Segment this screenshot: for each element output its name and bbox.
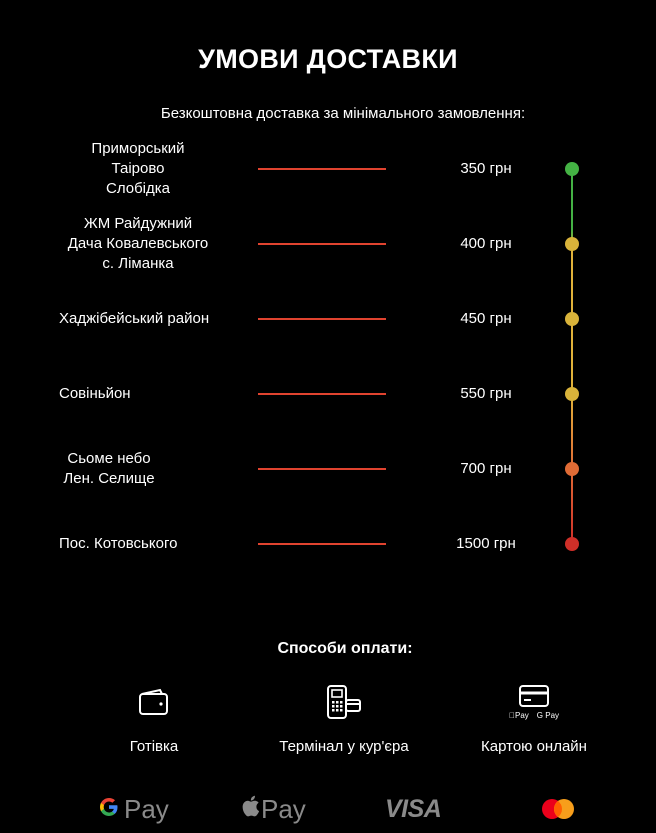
pos-terminal-icon (325, 684, 363, 720)
google-pay-small: G Pay (533, 711, 557, 720)
timeline-dot-1 (565, 162, 579, 176)
apple-pay-small: Pay (509, 711, 529, 720)
timeline-dot-4 (565, 387, 579, 401)
zone-name: Пос. Котовського (59, 535, 178, 552)
zone-name: Совіньйон (59, 385, 131, 402)
payment-method-label: Картою онлайн (481, 738, 587, 755)
zone-2-names (48, 214, 228, 274)
visa-logo: VISA (385, 794, 442, 823)
payment-method-label: Термінал у кур'єра (279, 738, 409, 755)
zone-6-dash (258, 543, 386, 545)
mastercard-logo (540, 792, 576, 826)
apple-pay-text: Pay (261, 793, 306, 824)
mastercard-icon (540, 797, 576, 821)
zone-5-names (19, 449, 199, 489)
zone-5-price: 700 грн (460, 460, 512, 477)
zone-5-dash (258, 468, 386, 470)
timeline-dot-2 (565, 237, 579, 251)
zone-1-names (48, 139, 228, 199)
zone-2-dash (258, 243, 386, 245)
zone-4-price: 550 грн (460, 385, 512, 402)
free-delivery-subtitle: Безкоштовна доставка за мінімального замовлення: (160, 105, 526, 122)
timeline-dot-3 (565, 312, 579, 326)
zone-6-price: 1500 грн (456, 535, 516, 552)
credit-card-icon (518, 684, 550, 708)
google-pay-logo (98, 792, 169, 826)
zone-name: Таірово (111, 160, 165, 177)
apple-logo-icon (240, 794, 260, 825)
payment-title: Способи оплати: (277, 640, 413, 657)
payment-method-label: Готівка (129, 738, 179, 755)
google-g-icon (98, 794, 120, 825)
payment-method-cash (64, 682, 244, 755)
zone-1-price: 350 грн (460, 160, 512, 177)
zone-name: с. Ліманка (102, 255, 174, 272)
card-wallet-marks (509, 711, 559, 720)
timeline-track (571, 169, 573, 544)
zone-4-names (59, 384, 239, 404)
google-pay-text: Pay (124, 793, 169, 824)
zone-name: ЖМ Райдужний (83, 215, 193, 232)
page-title: УМОВИ ДОСТАВКИ (198, 44, 458, 74)
timeline-dot-6 (565, 537, 579, 551)
zone-name: Слобідка (105, 180, 170, 197)
zone-3-price: 450 грн (460, 310, 512, 327)
zone-name: Лен. Селище (63, 470, 155, 487)
apple-pay-logo (240, 792, 306, 826)
zone-6-names (59, 534, 239, 554)
zone-3-dash (258, 318, 386, 320)
zone-2-price: 400 грн (460, 235, 512, 252)
zone-name: Хаджібейський район (59, 310, 210, 327)
zone-name: Сьоме небо (67, 450, 151, 467)
wallet-icon (138, 688, 170, 716)
payment-method-terminal (254, 682, 434, 755)
payment-method-card-online (444, 682, 624, 755)
zone-name: Приморський (91, 140, 185, 157)
timeline-dot-5 (565, 462, 579, 476)
zone-1-dash (258, 168, 386, 170)
zone-3-names (59, 309, 239, 329)
zone-4-dash (258, 393, 386, 395)
zone-name: Дача Ковалевського (67, 235, 209, 252)
